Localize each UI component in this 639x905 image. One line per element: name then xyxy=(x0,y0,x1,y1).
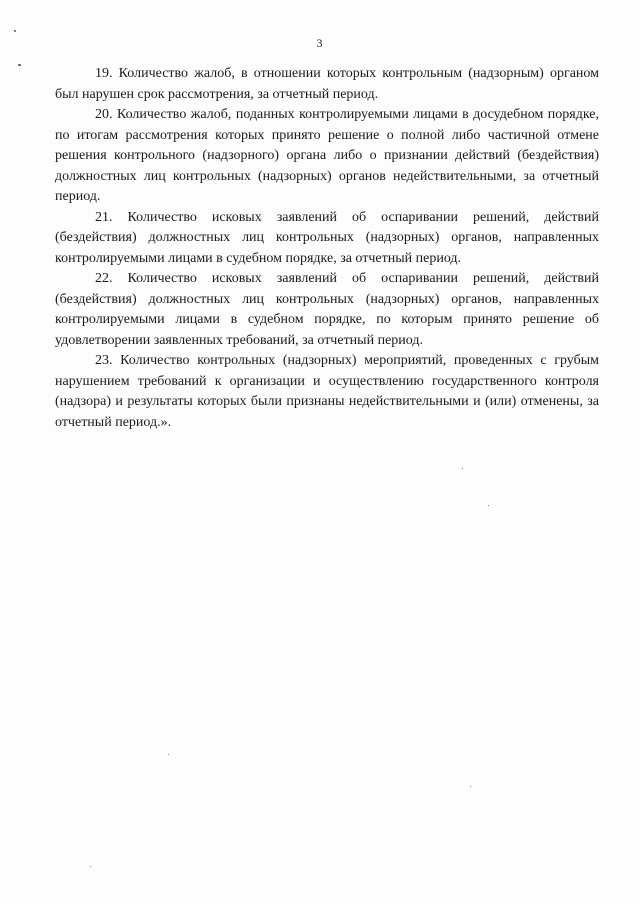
scan-speck xyxy=(168,754,169,755)
scan-speck xyxy=(90,866,91,867)
page-number: 3 xyxy=(316,36,323,50)
paragraph-21: 21. Количество исковых заявлений об оспаривании решений, действий (бездействия) должностных лиц контрольных (надзорных) органов, направленных контролируемыми лицами в судебном порядке, за отчетный период. xyxy=(55,209,599,266)
paragraph-23: 23. Количество контрольных (надзорных) мероприятий, проведенных с грубым нарушением требований к организации и осуществлению государственного контроля (надзора) и результаты которых были признаны недействительными и (или) отменены, за отчетный период.». xyxy=(55,353,599,430)
paragraph-22: 22. Количество исковых заявлений об оспаривании решений, действий (бездействия) должностных лиц контрольных (надзорных) органов, направленных контролируемыми лицами в судебном порядке, по которым принято решение об удовлетворении заявленных требований, за отчетный период. xyxy=(55,271,599,348)
document-body xyxy=(55,64,599,433)
scan-speck xyxy=(18,64,21,66)
paragraph-20: 20. Количество жалоб, поданных контролируемыми лицами в досудебном порядке, по итогам рассмотрения которых принято решение о полной либо частичной отмене решения контрольного (надзорного) органа либо о признании действий (бездействия) должностных лиц контрольных (надзорных) органов недействительными, за отчетный период. xyxy=(55,107,599,204)
scan-speck xyxy=(470,786,471,787)
paragraph-19: 19. Количество жалоб, в отношении которых контрольным (надзорным) органом был нарушен срок рассмотрения, за отчетный период. xyxy=(55,66,599,102)
scan-speck xyxy=(488,505,489,506)
scan-speck xyxy=(14,30,16,32)
scan-speck xyxy=(462,468,463,469)
